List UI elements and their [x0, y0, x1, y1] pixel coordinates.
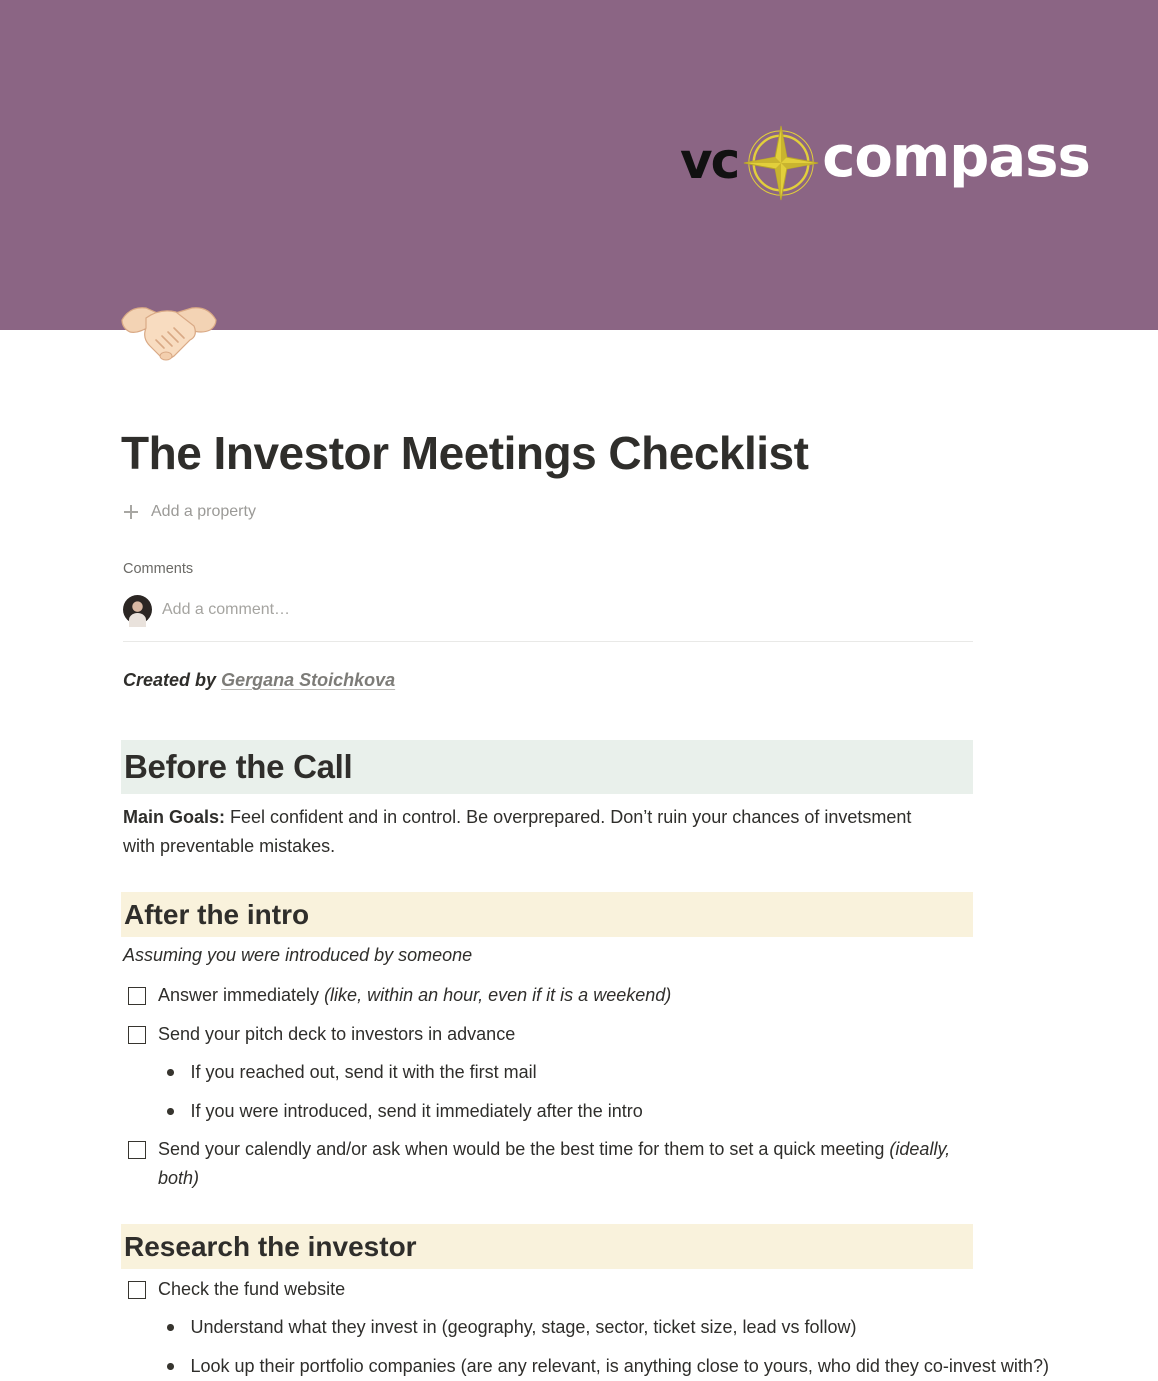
todo-main-text: Answer immediately: [158, 985, 325, 1005]
intro-subtitle: Assuming you were introduced by someone: [123, 945, 473, 965]
bullet-dot: [167, 1324, 174, 1331]
todo-item: [128, 981, 958, 1010]
list-item: [163, 1097, 643, 1126]
todo-item: [128, 1275, 958, 1304]
todo-text: [158, 1135, 958, 1193]
todo-checkbox[interactable]: [128, 1026, 146, 1044]
logo-vc-text: vc: [680, 132, 739, 190]
heading-before-the-call[interactable]: Before the Call: [121, 740, 973, 794]
created-by-prefix: Created by: [123, 670, 217, 690]
comment-row: [123, 595, 462, 624]
list-item-text: If you were introduced, send it immediately after the intro: [190, 1101, 643, 1121]
list-item-text: If you reached out, send it with the first mail: [190, 1062, 537, 1082]
divider: [123, 641, 973, 642]
add-property-button[interactable]: [123, 500, 256, 524]
todo-main-text: Send your calendly and/or ask when would be the best time for them to set a quick meeting: [158, 1139, 890, 1159]
main-goals-text: Feel confident and in control. Be overprepared. Don’t ruin your chances of invetsment with preventable mistakes.: [123, 807, 912, 856]
page-cover[interactable]: [0, 0, 1158, 330]
author-link[interactable]: Gergana Stoichkova: [221, 670, 396, 690]
main-goals-paragraph: [123, 803, 943, 861]
vc-compass-logo: [680, 122, 1090, 204]
todo-checkbox[interactable]: [128, 1141, 146, 1159]
list-item: [163, 1058, 537, 1087]
list-item: [163, 1352, 1049, 1381]
todo-item: [128, 1020, 958, 1049]
handshake-icon[interactable]: [120, 296, 218, 366]
todo-text: [158, 981, 958, 1010]
comments-label: Comments: [123, 561, 194, 577]
todo-checkbox[interactable]: [128, 987, 146, 1005]
todo-text: Send your pitch deck to investors in advance: [158, 1024, 516, 1044]
compass-star-icon: [742, 124, 820, 202]
todo-text: Check the fund website: [158, 1279, 346, 1299]
bullet-dot: [167, 1069, 174, 1076]
list-item: [163, 1313, 857, 1342]
bullet-dot: [167, 1363, 174, 1370]
plus-icon: [123, 504, 139, 520]
heading-after-the-intro[interactable]: After the intro: [121, 892, 973, 937]
todo-note: (like, within an hour, even if it is a weekend): [324, 985, 672, 1005]
todo-checkbox[interactable]: [128, 1281, 146, 1299]
todo-note: (ideally, both): [158, 1139, 951, 1188]
heading-research-the-investor[interactable]: Research the investor: [121, 1224, 973, 1269]
main-goals-label: Main Goals:: [123, 807, 226, 827]
logo-compass-text: compass: [822, 125, 1090, 190]
bullet-dot: [167, 1108, 174, 1115]
list-item-text: Understand what they invest in (geography, stage, sector, ticket size, lead vs follow): [190, 1317, 857, 1337]
todo-item: [128, 1135, 958, 1193]
avatar: [123, 595, 152, 624]
created-by: [123, 670, 395, 691]
list-item-text: Look up their portfolio companies (are any relevant, is anything close to yours, who did they co-invest with?): [190, 1356, 1049, 1376]
page-title[interactable]: The Investor Meetings Checklist: [121, 427, 809, 479]
comment-input[interactable]: [162, 601, 462, 619]
add-property-label: Add a property: [151, 503, 256, 520]
